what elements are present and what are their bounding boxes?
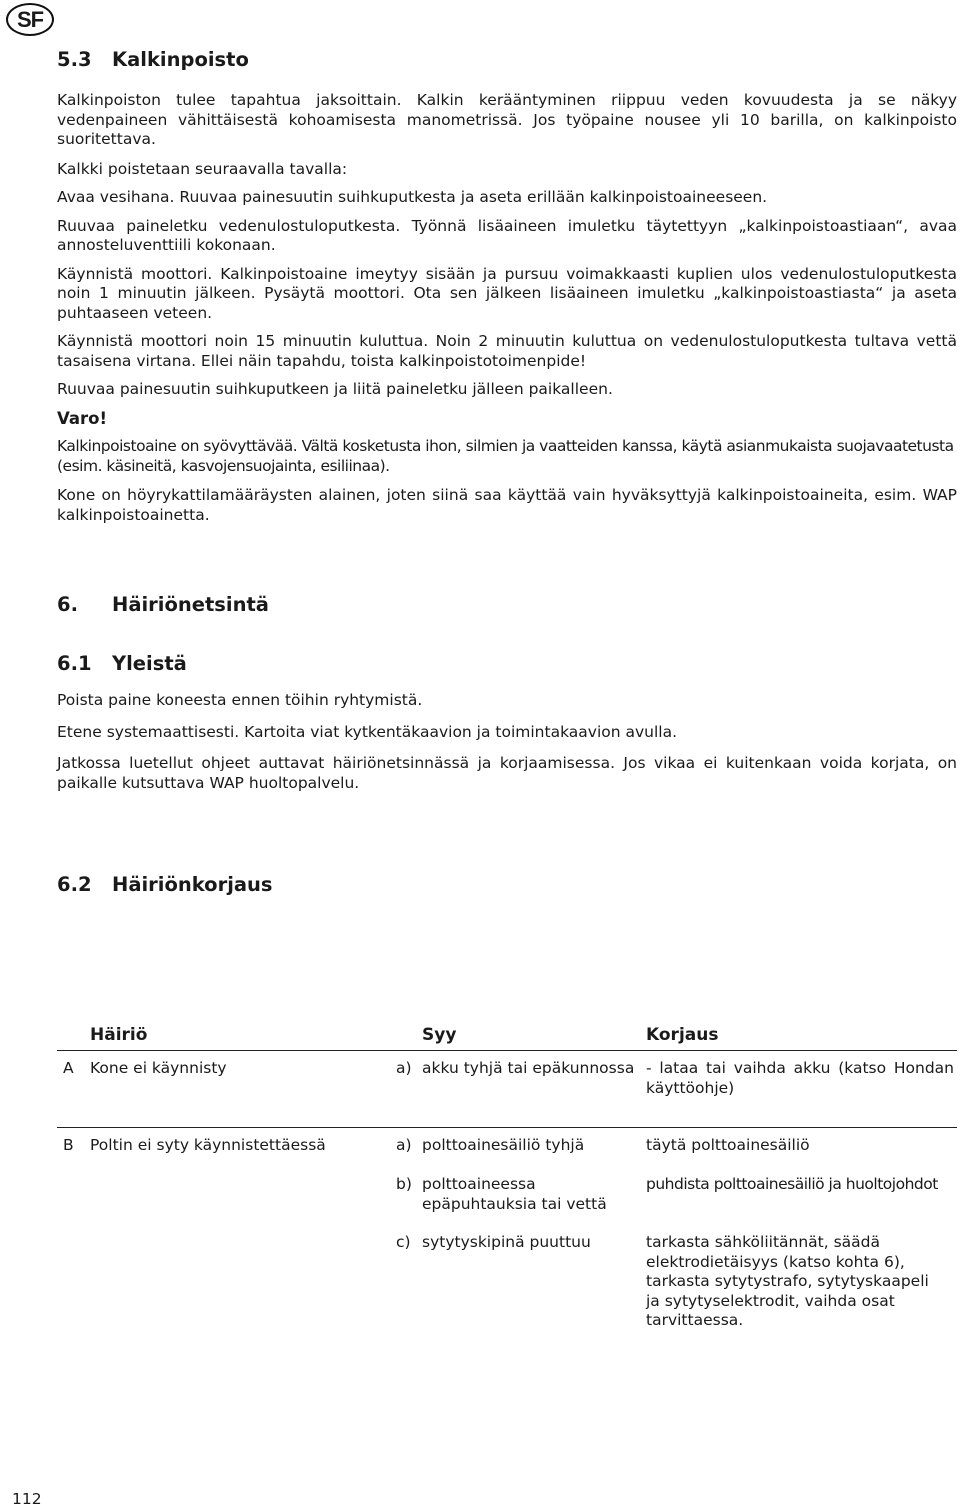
- row-id: B: [63, 1136, 74, 1154]
- paragraph: Kalkinpoiston tulee tapahtua jaksoittain. Kalkin kerääntyminen riippuu veden kovuudesta ja se näkyy vedenpaineen vähittäisestä kohoamisesta manometrissä. Jos työpaine nousee yli 10 barilla, on kalkinpoisto suoritettava.: [57, 91, 957, 148]
- paragraph: Poista paine koneesta ennen töihin ryhtymistä.: [57, 691, 423, 709]
- paragraph: Ruuvaa painesuutin suihkuputkeen ja liitä paineletku jälleen paikalleen.: [57, 380, 613, 398]
- section-heading-6-1: [57, 652, 957, 675]
- header-fault: Häiriö: [90, 1025, 148, 1045]
- cause-text: polttoainesäiliö tyhjä: [422, 1136, 585, 1154]
- row-fault: Poltin ei syty käynnistettäessä: [90, 1136, 326, 1154]
- cause-text: akku tyhjä tai epäkunnossa: [422, 1059, 635, 1077]
- table-header-row: [57, 1020, 957, 1050]
- section-number: 6.1: [57, 652, 92, 675]
- fix-text: - lataa tai vaihda akku (katso Hondan käyttöohje): [646, 1059, 954, 1097]
- section-title: Kalkinpoisto: [112, 48, 249, 71]
- warning-label: Varo!: [57, 408, 107, 428]
- fix-text: puhdista polttoainesäiliö ja huoltojohdot: [646, 1175, 938, 1193]
- header-cause: Syy: [422, 1025, 457, 1045]
- section-heading-5-3: [57, 48, 957, 71]
- cause-letter: a): [396, 1136, 412, 1154]
- section-number: 5.3: [57, 48, 92, 71]
- cause-text: polttoaineessa epäpuhtauksia tai vettä: [422, 1175, 607, 1213]
- section-title: Yleistä: [112, 652, 187, 675]
- paragraph: Avaa vesihana. Ruuvaa painesuutin suihkuputkesta ja aseta erillään kalkinpoistoaineeseen.: [57, 188, 768, 206]
- table-rule: [57, 1050, 957, 1051]
- paragraph: Käynnistä moottori noin 15 minuutin kuluttua. Noin 2 minuutin kuluttua on vedenulostuloputkesta tultava vettä tasaisena virtana. Ellei näin tapahdu, toista kalkinpoistotoimenpide!: [57, 332, 957, 370]
- warning-paragraph: Kalkinpoistoaine on syövyttävää. Vältä kosketusta ihon, silmien ja vaatteiden kanssa, käytä asianmukaista suojavaatetusta (esim. käsineitä, kasvojensuojainta, esiliinaa).: [57, 437, 954, 475]
- paragraph: Kalkki poistetaan seuraavalla tavalla:: [57, 159, 348, 178]
- fix-text: täytä polttoainesäiliö: [646, 1136, 810, 1154]
- section-title: Häiriönetsintä: [112, 593, 269, 616]
- paragraph: Etene systemaattisesti. Kartoita viat kytkentäkaavion ja toimintakaavion avulla.: [57, 722, 678, 741]
- section-number: 6.2: [57, 873, 92, 896]
- cause-letter: c): [396, 1233, 411, 1251]
- paragraph: Jatkossa luetellut ohjeet auttavat häiriönetsinnässä ja korjaamisessa. Jos vikaa ei kuitenkaan voida korjata, on paikalle kutsuttava WAP huoltopalvelu.: [57, 754, 957, 792]
- paragraph: Käynnistä moottori. Kalkinpoistoaine imeytyy sisään ja pursuu voimakkaasti kuplien ulos vedenulostuloputkesta noin 1 minuutin jälkeen. Pysäytä moottori. Ota sen jälkeen lisäaineen imuletku „kalkinpoistoastiasta“ ja aseta puhtaaseen veteen.: [57, 264, 957, 322]
- cause-text: sytytyskipinä puuttuu: [422, 1233, 591, 1251]
- header-fix: Korjaus: [646, 1025, 719, 1045]
- language-badge: SF: [6, 3, 54, 36]
- row-fault: Kone ei käynnisty: [90, 1059, 227, 1077]
- fault-table: [57, 1020, 957, 1329]
- table-rule: [57, 1127, 957, 1128]
- paragraph: Ruuvaa paineletku vedenulostuloputkesta. Työnnä lisäaineen imuletku täytettyyn „kalkinpoistoastiaan“, avaa annosteluventtiili kokonaan.: [57, 216, 957, 254]
- fix-text: tarkasta sähköliitännät, säädä elektrodietäisyys (katso kohta 6), tarkasta sytytystrafo, sytytyskaapeli ja sytytyselektrodit, vaihda osat tarvittaessa.: [646, 1233, 929, 1329]
- page-number: 112: [12, 1490, 42, 1508]
- section-number: 6.: [57, 593, 78, 616]
- section-title: Häiriönkorjaus: [112, 873, 273, 896]
- cause-letter: b): [396, 1175, 412, 1193]
- cause-letter: a): [396, 1059, 412, 1077]
- section-heading-6: [57, 593, 957, 616]
- section-heading-6-2: [57, 873, 957, 896]
- paragraph: Kone on höyrykattilamääräysten alainen, joten siinä saa käyttää vain hyväksyttyjä kalkinpoistoaineita, esim. WAP kalkinpoistoainetta.: [57, 486, 957, 524]
- row-id: A: [63, 1059, 74, 1077]
- document-body: [57, 48, 957, 896]
